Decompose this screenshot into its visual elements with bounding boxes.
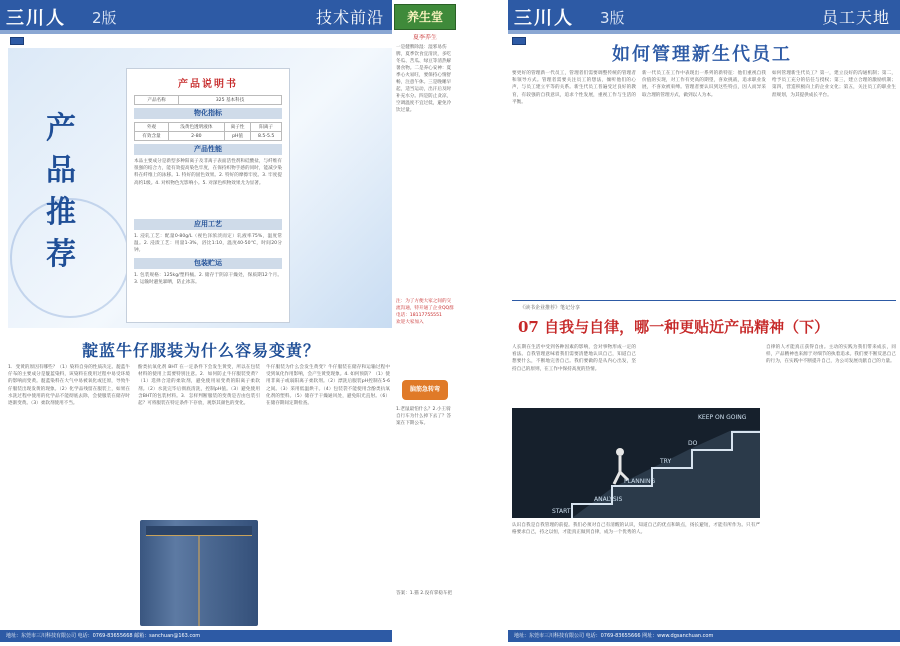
feature-vertical-title: 产品推荐	[46, 111, 76, 272]
step-label: TRY	[660, 458, 672, 465]
spec-table	[134, 95, 282, 105]
decor-circle-icon	[10, 198, 130, 318]
edition-label: 3版	[600, 9, 625, 27]
band-physical: 物化指标	[134, 108, 282, 119]
ad-phone-label: 电话：	[396, 313, 410, 318]
sidebar-text: 一是健脾除湿：湿邪易伤脾，夏季饮食宜清淡，多吃冬瓜、苦瓜、绿豆等清热解暑食物。二是养心安神：夏季心火易旺，要保持心情舒畅，注意午休。三是晚睡早起，适当运动，出汗后及时补充水分。四是防止贪凉，空调温度不宜过低，避免冷饮过量。	[396, 45, 452, 113]
cell: 离子性	[224, 123, 251, 132]
product-sheet	[126, 68, 290, 323]
jeans-seam	[198, 536, 200, 626]
header-stripe	[0, 30, 392, 34]
ad-welcome: 欢迎大家加入	[396, 320, 424, 325]
left-footer: 地址：东莞市三川科技有限公司 电话：0769-83655668 邮箱：sanchuan@163.com	[0, 630, 392, 642]
article-title: 靛蓝牛仔服装为什么容易变黄？	[82, 341, 321, 360]
jeans-waistband	[146, 526, 252, 536]
sidebar-ad	[396, 298, 454, 356]
ad-phone: 18117755551	[409, 313, 442, 318]
cell: pH值	[224, 132, 251, 141]
edition-label: 2版	[92, 9, 117, 27]
article-col3: 牛仔服装为什么会发生黄变？牛仔服装在储存和运输过程中受到氧化作用影响，会产生黄变现象。4. 如何预防？（1）使用非离子或弱阳离子柔软剂。（2）漂洗后服装pH控制在5-6之间。（3）采用低温烘干。（4）包装袋不能使用含酚类抗氧化剂的塑料。（5）储存于干燥通风处，避免阳光直射。（6）在储存期间定期检查。	[266, 365, 390, 407]
article-col2: 酚类抗氧化剂 BHT 在一定条件下会发生黄变，所以在包装材料的使用上需要特别注意。2．如何防止牛仔服装变黄？（1）选择合适的柔软剂，避免使用易变黄的阳离子柔软剂。（2）水洗完毕后彻底清洗，控制pH值。（3）避免使用含BHT的包装材料。3．怎样判断服装的变黄是否由包装引起？可将服装在特定条件下存放，观察其颜色的变化。	[138, 365, 260, 407]
b-col1: 人长期在生活中受到各种因素的影响，会对事物形成一定的看法。自我管理意味着我们需要清楚地认识自己，知道自己想要什么，不断地完善自己。我们要做的是从内心出发，坚持自己的原则，在工作中保持高度的热情。	[512, 345, 636, 372]
riddle-text: 1.老鼠最怕什么？2.小王骑自行车为什么掉下去了？答案在下期公布。	[396, 407, 452, 426]
note-line	[512, 300, 896, 301]
cell: 2-80	[168, 132, 224, 141]
right-header	[508, 0, 900, 30]
step-label: PLANNING	[624, 478, 656, 485]
band-storage: 包装贮运	[134, 258, 282, 269]
b-col3: 自律的人才能真正获得自由。主动的实践为我们带来成长，同样，产品精神也来源于对细节的执着追求。我们要不断反思自己的行为，在实践中不断提升自己，为公司发展贡献自己的力量。	[766, 345, 896, 365]
features-text: 本品主要成分是新型多种阳离子及非离子表面活性剂和硅酸盐，与纤维有很强的结合力，能有效提高染色牢度，在保持织物手感的同时，能减少染料在纤维上的泳移。1. 特好的固色效果。2. 特好的摩擦牢度。3. 牢度提高约1级。4. 对织物色光影响小。5. 对深色织物效果尤为显著。	[134, 159, 282, 186]
section-tag-icon	[512, 37, 526, 45]
sheet-title: 产品说明书	[178, 79, 238, 90]
band-features: 产品性能	[134, 144, 282, 155]
spec-label: 产品名称	[135, 96, 179, 105]
right-col3: 如何管理新生代员工？第一，建立良好的沟通机制；第二，给予员工充分的信任与授权；第三，建立合理的激励机制；第四，营造积极向上的企业文化；第五，关注员工的职业生涯规划，为其提供成长平台。	[772, 71, 896, 98]
storage-text: 1. 包装规格：125kg/塑料桶。2. 储存于阴凉干燥处，保质期12个月。3. 运输时避免暴晒，防止冰冻。	[134, 273, 282, 286]
cell: 外观	[135, 123, 169, 132]
riddle-badge: 脑筋急转弯	[402, 380, 448, 400]
process-text: 1. 浸轧工艺：配量0-80g/L（视色泽浓淡而定）轧液率75%，温度常温。2. 浸渍工艺：用量1-3%，浴比1:10，温度40-50℃，时间20分钟。	[134, 234, 282, 254]
right-col1: 要更好的管理新一代员工，管理者们需要调整传统的管理者和领导方式。管理者需要关注员工的想法，倾听他们的心声，与员工建立平等的关系。新生代员工普遍受过良好的教育，有较强的自我意识，追求个性发展，重视工作与生活的平衡。	[512, 71, 636, 105]
sidebar-banner	[394, 4, 456, 30]
step-label: ANALYSIS	[594, 496, 623, 503]
jeans-image	[140, 520, 258, 626]
sidebar-banner-text: 养生堂	[406, 10, 443, 24]
right-col2: 新一代员工在工作中表现出一系列的新特征：他们重视自我价值的实现，对工作有更高的期望，喜欢挑战，追求职业发展，不喜欢被束缚。管理者要认识到这些特点，因人而异采取合理的管理方式，做到以人为本。	[642, 71, 766, 98]
cell: 8.5-5.5	[251, 132, 282, 141]
section-title: 员工天地	[821, 8, 890, 27]
header-stripe	[508, 30, 900, 34]
left-header	[0, 0, 392, 30]
step-label: KEEP ON GOING	[698, 414, 747, 421]
right-top-title: 如何管理新生代员工	[612, 44, 792, 65]
masthead-logo: 三川人	[6, 8, 66, 29]
section-title: 技术前沿	[315, 8, 384, 27]
cell: 浅黄色透明液体	[168, 123, 224, 132]
cell: 有效含量	[135, 132, 169, 141]
section-tag-icon	[10, 37, 24, 45]
right-footer: 地址：东莞市三川科技有限公司 电话：0769-83655666 网址：www.dgsanchuan.com	[508, 630, 900, 642]
ad-text: 注：为了方便大家之间的交流沟通，特开通了企业QQ群	[396, 299, 454, 311]
physical-table	[134, 122, 282, 141]
riddle-answers: 答案：1.猫 2.没有掌稳车把	[396, 591, 453, 596]
stairs-image	[512, 408, 760, 518]
right-bottom-title: 07 自我与自律，哪一种更贴近产品精神（下）	[518, 318, 830, 336]
cell: 阳离子	[251, 123, 282, 132]
spec-value: 325 基本科技	[179, 96, 282, 105]
feature-banner	[8, 48, 392, 328]
note-label: 《读书企业推荐》笔记分享	[520, 305, 581, 311]
masthead-logo: 三川人	[514, 8, 574, 29]
step-label: DO	[688, 440, 698, 447]
article-col1: 1．变黄的原因有哪些？（1）染料自身的性质决定。靛蓝牛仔布的主要成分是靛蓝染料，该染料在使用过程中易受环境的影响而变黄。靛蓝染料在大气中易被氧化或还原，导致牛仔服装出现发黄的现象。（2）化学品残留在服装上，如果在水洗过程中使用的化学品不能彻底去除，会使服装在储存时逐渐变黄。（3）柔软剂使用不当。	[8, 365, 130, 407]
step-label: START	[552, 508, 571, 515]
sidebar-subtitle: 夏季养生	[412, 34, 437, 41]
band-process: 应用工艺	[134, 219, 282, 230]
b-col2: 认识自我是自我管理的前提。我们必须对自己有清醒的认识，知道自己的优点和缺点，扬长避短，才能有所作为。只有严格要求自己，持之以恒，才能真正做到自律，成为一个优秀的人。	[512, 523, 760, 536]
stairs-graphic	[512, 408, 760, 518]
